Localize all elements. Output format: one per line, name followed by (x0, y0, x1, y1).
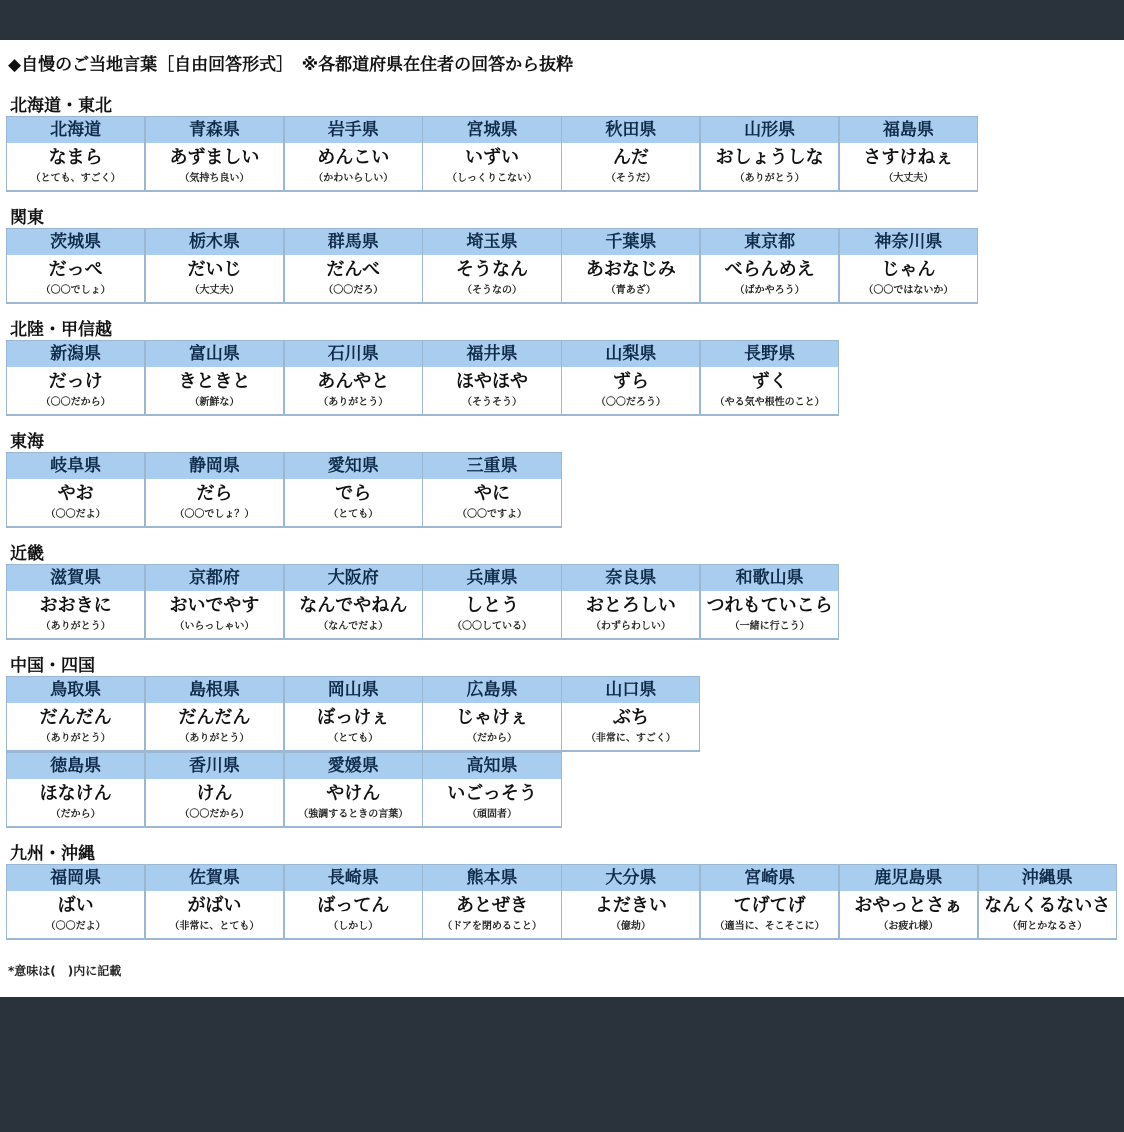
dialect-word: おやっとさぁ (854, 895, 963, 916)
pref-name: 奈良県 (562, 564, 699, 591)
region-title: 東海 (10, 432, 44, 452)
dialect-word: やに (474, 483, 511, 504)
pref-name: 群馬県 (285, 228, 422, 255)
dialect-word: ずく (751, 371, 788, 392)
dialect-meaning: （やる気や根性のこと） (714, 397, 825, 408)
pref-cell (284, 752, 423, 828)
region-grid (6, 564, 986, 640)
dialect-word: あんやと (317, 371, 390, 392)
pref-name: 青森県 (146, 116, 283, 143)
dialect-meaning: （頑固者） (467, 809, 518, 820)
region-grid (6, 228, 986, 304)
dialect-word: ぼっけぇ (317, 707, 390, 728)
pref-cell (422, 676, 561, 752)
pref-name: 山口県 (562, 676, 699, 703)
pref-name: 大分県 (562, 864, 699, 891)
dialect-word: だんだん (39, 707, 112, 728)
pref-cell (422, 752, 561, 828)
dialect-meaning: （ドアを閉めること） (442, 921, 542, 932)
dialect-meaning: （新鮮な） (189, 397, 240, 408)
pref-cell (145, 676, 284, 752)
dialect-word: きときと (178, 371, 251, 392)
dialect-meaning: （〇〇だから） (40, 397, 111, 408)
pref-cell (145, 228, 284, 304)
dialect-meaning: （ばかやろう） (734, 285, 805, 296)
pref-cell (145, 752, 284, 828)
dialect-meaning: （だから） (467, 733, 518, 744)
dialect-word: いずい (465, 147, 520, 168)
dialect-word: じゃけぇ (456, 707, 529, 728)
dialect-word: あとぜき (456, 895, 529, 916)
pref-name: 栃木県 (146, 228, 283, 255)
dialect-word: だっけ (48, 371, 103, 392)
dialect-meaning: （〇〇だろう） (595, 397, 666, 408)
pref-cell (700, 116, 839, 192)
pref-name: 宮城県 (423, 116, 560, 143)
region-title: 北海道・東北 (10, 96, 112, 116)
dialect-word: だんだん (178, 707, 251, 728)
pref-name: 茨城県 (7, 228, 144, 255)
pref-name: 広島県 (423, 676, 560, 703)
pref-cell (561, 340, 700, 416)
pref-name: 福岡県 (7, 864, 144, 891)
dialect-word: やお (57, 483, 94, 504)
dialect-meaning: （大丈夫） (883, 173, 934, 184)
pref-name: 三重県 (423, 452, 560, 479)
pref-name: 北海道 (7, 116, 144, 143)
dialect-word: やけん (326, 783, 381, 804)
dialect-word: おしょうしな (715, 147, 824, 168)
dialect-meaning: （そうなの） (462, 285, 523, 296)
dialect-word: おおきに (39, 595, 112, 616)
pref-cell (422, 116, 561, 192)
pref-name: 愛知県 (285, 452, 422, 479)
region-kyushu-okinawa (6, 844, 1123, 940)
pref-name: 島根県 (146, 676, 283, 703)
dialect-word: ばい (57, 895, 94, 916)
region-title: 中国・四国 (10, 656, 95, 676)
dialect-word: だんべ (326, 259, 381, 280)
pref-cell (284, 116, 423, 192)
dialect-meaning: （ありがとう） (40, 733, 111, 744)
region-title: 北陸・甲信越 (10, 320, 112, 340)
dialect-word: いごっそう (447, 783, 537, 804)
dialect-meaning: （わずらわしい） (590, 621, 671, 632)
dialect-meaning: （お疲れ様） (878, 921, 939, 932)
pref-cell (6, 452, 145, 528)
pref-name: 鳥取県 (7, 676, 144, 703)
pref-name: 埼玉県 (423, 228, 560, 255)
pref-cell (422, 564, 561, 640)
dialect-meaning: （ありがとう） (179, 733, 250, 744)
dialect-word: しとう (465, 595, 520, 616)
pref-name: 富山県 (146, 340, 283, 367)
pref-cell (284, 564, 423, 640)
pref-name: 長崎県 (285, 864, 422, 891)
pref-name: 滋賀県 (7, 564, 144, 591)
pref-name: 大阪府 (285, 564, 422, 591)
pref-name: 鹿児島県 (840, 864, 977, 891)
bottom-dark-area (0, 997, 1124, 1132)
pref-name: 秋田県 (562, 116, 699, 143)
dialect-meaning: （とても、すごく） (30, 173, 121, 184)
pref-name: 徳島県 (7, 752, 144, 779)
pref-cell (145, 340, 284, 416)
pref-cell (145, 864, 284, 940)
pref-cell (284, 228, 423, 304)
dialect-meaning: （しっくりこない） (447, 173, 538, 184)
pref-name: 京都府 (146, 564, 283, 591)
pref-cell (561, 228, 700, 304)
dialect-word: そうなん (456, 259, 529, 280)
pref-name: 宮崎県 (701, 864, 838, 891)
pref-cell (6, 564, 145, 640)
dialect-meaning: （〇〇だから） (179, 809, 250, 820)
pref-cell (145, 116, 284, 192)
pref-cell (422, 452, 561, 528)
pref-name: 福井県 (423, 340, 560, 367)
pref-cell (284, 864, 423, 940)
pref-name: 石川県 (285, 340, 422, 367)
region-title: 近畿 (10, 544, 44, 564)
region-title: 関東 (10, 208, 44, 228)
dialect-meaning: （なんでだよ） (318, 621, 389, 632)
dialect-meaning: （そうそう） (462, 397, 523, 408)
dialect-word: あずましい (169, 147, 260, 168)
dialect-word: おいでやす (169, 595, 260, 616)
pref-cell (700, 340, 839, 416)
pref-cell (6, 116, 145, 192)
dialect-meaning: （〇〇でしょ） (40, 285, 111, 296)
dialect-meaning: （だから） (50, 809, 101, 820)
dialect-word: めんこい (317, 147, 390, 168)
dialect-word: んだ (612, 147, 649, 168)
pref-name: 岩手県 (285, 116, 422, 143)
dialect-word: けん (196, 783, 233, 804)
footnote: *意味は( )内に記載 (8, 964, 122, 978)
pref-name: 愛媛県 (285, 752, 422, 779)
pref-cell (145, 564, 284, 640)
dialect-meaning: （とても） (328, 509, 379, 520)
pref-name: 福島県 (840, 116, 977, 143)
pref-name: 新潟県 (7, 340, 144, 367)
dialect-meaning: （そうだ） (605, 173, 656, 184)
pref-cell (6, 752, 145, 828)
pref-name: 高知県 (423, 752, 560, 779)
dialect-word: だら (196, 483, 233, 504)
dialect-meaning: （青あざ） (605, 285, 656, 296)
pref-cell (839, 228, 978, 304)
dialect-word: ばってん (317, 895, 390, 916)
dialect-word: だっぺ (48, 259, 103, 280)
dialect-meaning: （かわいらしい） (313, 173, 394, 184)
dialect-word: ずら (612, 371, 649, 392)
dialect-word: べらんめえ (724, 259, 815, 280)
dialect-word: じゃん (881, 259, 936, 280)
pref-cell (284, 340, 423, 416)
dialect-word: ぶち (612, 707, 649, 728)
dialect-word: てげてげ (733, 895, 806, 916)
pref-cell (422, 228, 561, 304)
pref-name: 山梨県 (562, 340, 699, 367)
dialect-word: おとろしい (585, 595, 676, 616)
region-grid (6, 452, 986, 528)
pref-cell (145, 452, 284, 528)
region-kanto (6, 208, 986, 304)
dialect-word: なまら (48, 147, 103, 168)
dialect-word: なんでやねん (299, 595, 408, 616)
dialect-meaning: （しかし） (328, 921, 379, 932)
pref-cell (6, 676, 145, 752)
region-hokkaido-tohoku (6, 96, 986, 192)
region-grid (6, 864, 1123, 940)
dialect-meaning: （気持ち良い） (179, 173, 250, 184)
dialect-word: ほやほや (456, 371, 529, 392)
dialect-meaning: （何とかなるさ） (1007, 921, 1088, 932)
dialect-meaning: （〇〇している） (452, 621, 533, 632)
dialect-meaning: （大丈夫） (189, 285, 240, 296)
pref-name: 沖縄県 (979, 864, 1116, 891)
pref-cell (561, 676, 700, 752)
dialect-meaning: （非常に、とても） (169, 921, 260, 932)
pref-name: 神奈川県 (840, 228, 977, 255)
pref-name: 長野県 (701, 340, 838, 367)
document-title: ◆自慢のご当地言葉［自由回答形式］ ※各都道府県在住者の回答から抜粋 (8, 55, 574, 75)
pref-name: 静岡県 (146, 452, 283, 479)
dialect-table-image (0, 40, 1124, 997)
dialect-meaning: （非常に、すごく） (585, 733, 676, 744)
pref-name: 和歌山県 (701, 564, 838, 591)
dialect-meaning: （とても） (328, 733, 379, 744)
dialect-word: だいじ (187, 259, 242, 280)
region-kinki (6, 544, 986, 640)
region-hokuriku-koshinetsu (6, 320, 986, 416)
pref-name: 岐阜県 (7, 452, 144, 479)
dialect-word: さすけねぇ (863, 147, 954, 168)
dialect-meaning: （強調するときの言葉） (298, 809, 409, 820)
region-grid-shikoku (6, 752, 986, 828)
pref-cell (422, 864, 561, 940)
dialect-meaning: （〇〇ではないか） (863, 285, 954, 296)
region-chugoku-shikoku (6, 656, 986, 828)
pref-name: 東京都 (701, 228, 838, 255)
pref-name: 山形県 (701, 116, 838, 143)
dialect-meaning: （〇〇だろ） (323, 285, 384, 296)
dialect-meaning: （いらっしゃい） (174, 621, 255, 632)
pref-name: 香川県 (146, 752, 283, 779)
region-grid (6, 116, 986, 192)
region-grid (6, 676, 986, 752)
dialect-word: つれもていこら (706, 595, 833, 616)
dialect-meaning: （ありがとう） (734, 173, 805, 184)
pref-cell (700, 864, 839, 940)
pref-cell (839, 116, 978, 192)
pref-cell (6, 864, 145, 940)
pref-cell (561, 864, 700, 940)
dialect-meaning: （〇〇だよ） (45, 509, 106, 520)
pref-name: 岡山県 (285, 676, 422, 703)
dialect-word: ほなけん (39, 783, 112, 804)
dialect-word: あおなじみ (585, 259, 676, 280)
pref-cell (6, 228, 145, 304)
region-tokai (6, 432, 986, 528)
pref-cell (284, 676, 423, 752)
pref-cell (978, 864, 1117, 940)
pref-name: 熊本県 (423, 864, 560, 891)
dialect-meaning: （適当に、そこそこに） (714, 921, 825, 932)
dialect-word: がばい (187, 895, 242, 916)
dialect-meaning: （〇〇だよ） (45, 921, 106, 932)
dialect-meaning: （ありがとう） (318, 397, 389, 408)
dialect-meaning: （ありがとう） (40, 621, 111, 632)
pref-cell (284, 452, 423, 528)
pref-name: 兵庫県 (423, 564, 560, 591)
region-title: 九州・沖縄 (10, 844, 95, 864)
region-grid (6, 340, 986, 416)
dialect-word: よだきい (594, 895, 667, 916)
dialect-word: でら (335, 483, 372, 504)
pref-cell (561, 564, 700, 640)
pref-name: 千葉県 (562, 228, 699, 255)
pref-cell (700, 228, 839, 304)
dialect-word: なんくるないさ (984, 895, 1111, 916)
pref-name: 佐賀県 (146, 864, 283, 891)
dialect-meaning: （一緒に行こう） (729, 621, 810, 632)
top-dark-bar (0, 0, 1124, 40)
pref-cell (422, 340, 561, 416)
pref-cell (6, 340, 145, 416)
pref-cell (839, 864, 978, 940)
dialect-meaning: （〇〇ですよ） (457, 509, 528, 520)
dialect-meaning: （億劫） (610, 921, 651, 932)
dialect-meaning: （〇〇でしょ？） (174, 509, 255, 520)
pref-cell (700, 564, 839, 640)
pref-cell (561, 116, 700, 192)
